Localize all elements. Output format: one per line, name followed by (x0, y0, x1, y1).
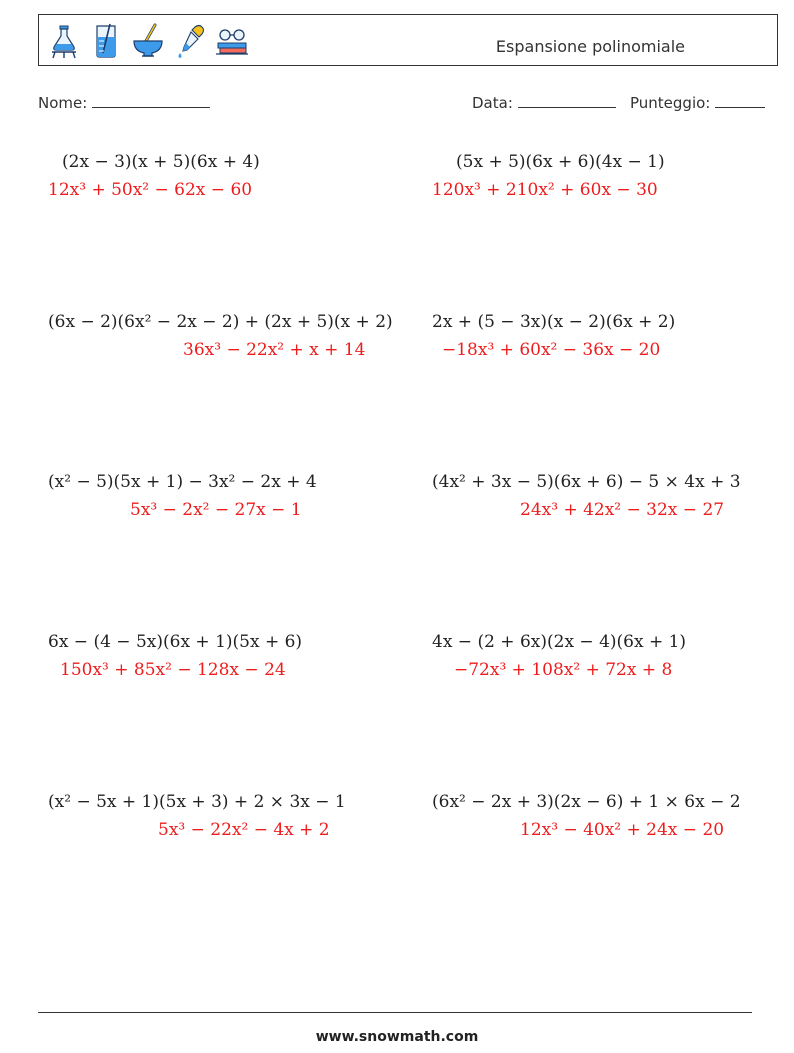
problem-7 (48, 632, 388, 680)
header-icons (47, 21, 249, 61)
problem-6 (432, 472, 772, 520)
glasses-books-icon (215, 23, 249, 59)
date-blank[interactable] (518, 93, 616, 108)
problem-answer: 150x³ + 85x² − 128x − 24 (60, 660, 286, 680)
problem-answer: 120x³ + 210x² + 60x − 30 (432, 180, 658, 200)
score-label: Punteggio: (630, 94, 716, 112)
problem-answer: 24x³ + 42x² − 32x − 27 (520, 500, 725, 520)
problem-expression: (4x² + 3x − 5)(6x + 6) − 5 × 4x + 3 (432, 472, 741, 492)
problem-answer: 5x³ − 22x² − 4x + 2 (158, 820, 330, 840)
problem-answer: 36x³ − 22x² + x + 14 (183, 340, 366, 360)
footer-url[interactable]: www.snowmath.com (315, 1029, 479, 1045)
problem-8 (432, 632, 772, 680)
problem-3 (48, 312, 393, 360)
problem-expression: 2x + (5 − 3x)(x − 2)(6x + 2) (432, 312, 676, 332)
problem-expression: 4x − (2 + 6x)(2x − 4)(6x + 1) (432, 632, 687, 652)
problem-expression: (x² − 5)(5x + 1) − 3x² − 2x + 4 (48, 472, 317, 492)
problem-4 (432, 312, 772, 360)
problem-10 (432, 792, 772, 840)
sheet-title: Espansione polinomiale (495, 37, 685, 56)
problem-expression: 6x − (4 − 5x)(6x + 1)(5x + 6) (48, 632, 303, 652)
date-label: Data: (472, 94, 518, 112)
score-blank[interactable] (715, 93, 765, 108)
date-field[interactable] (472, 93, 616, 112)
problem-9 (48, 792, 388, 840)
problem-answer: −72x³ + 108x² + 72x + 8 (454, 660, 673, 680)
problem-answer: −18x³ + 60x² − 36x − 20 (442, 340, 661, 360)
problem-expression: (6x² − 2x + 3)(2x − 6) + 1 × 6x − 2 (432, 792, 741, 812)
score-field[interactable] (630, 93, 765, 112)
problem-2 (432, 152, 772, 200)
beaker-icon (89, 23, 123, 59)
problem-answer: 5x³ − 2x² − 27x − 1 (130, 500, 302, 520)
problem-expression: (6x − 2)(6x² − 2x − 2) + (2x + 5)(x + 2) (48, 312, 393, 332)
problem-5 (48, 472, 388, 520)
problem-expression: (x² − 5x + 1)(5x + 3) + 2 × 3x − 1 (48, 792, 346, 812)
problem-expression: (2x − 3)(x + 5)(6x + 4) (62, 152, 260, 172)
problem-expression: (5x + 5)(6x + 6)(4x − 1) (456, 152, 665, 172)
problem-1 (48, 152, 388, 200)
mortar-pestle-icon (131, 23, 165, 59)
name-field[interactable] (38, 93, 210, 112)
flask-burner-icon (47, 23, 81, 59)
problem-answer: 12x³ + 50x² − 62x − 60 (48, 180, 253, 200)
name-label: Nome: (38, 94, 93, 112)
problem-answer: 12x³ − 40x² + 24x − 20 (520, 820, 725, 840)
header-box (38, 14, 778, 66)
footer-divider (38, 1012, 752, 1013)
dropper-icon (173, 23, 207, 59)
name-blank[interactable] (92, 93, 210, 108)
